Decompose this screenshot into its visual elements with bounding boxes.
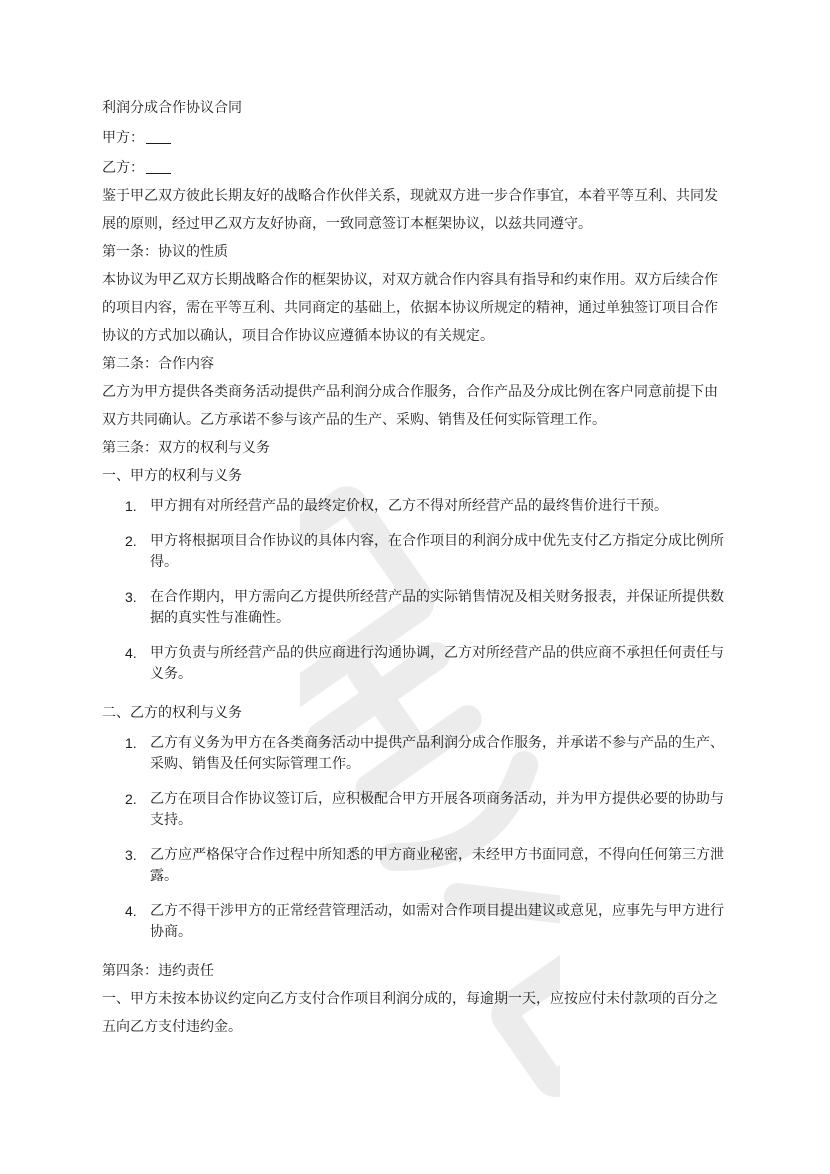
list-item-text: 乙方不得干涉甲方的正常经营管理活动，如需对合作项目提出建议或意见，应事先与甲方进行协商。 [150, 903, 724, 940]
party-b-blank [146, 159, 171, 174]
list-item-number: 4. [125, 903, 137, 919]
article-4-heading: 第四条：违约责任 [102, 963, 214, 979]
document-title: 利润分成合作协议合同 [102, 100, 242, 116]
document-body [102, 94, 730, 1041]
list-item-text: 乙方有义务为甲方在各类商务活动中提供产品利润分成合作服务，并承诺不参与产品的生产、采购、销售及任何实际管理工作。 [150, 735, 724, 772]
list-item-text: 在合作期内，甲方需向乙方提供所经营产品的实际销售情况及相关财务报表，并保证所提供数据的真实性与准确性。 [150, 589, 724, 626]
list-item-text: 甲方将根据项目合作协议的具体内容，在合作项目的利润分成中优先支付乙方指定分成比例所得。 [150, 533, 724, 570]
list-item-number: 1. [125, 498, 137, 514]
party-a-blank [146, 129, 171, 144]
list-item [102, 587, 730, 629]
party-a-label: 甲方： [102, 130, 144, 146]
section-a-heading: 一、甲方的权利与义务 [102, 468, 242, 484]
list-item [102, 643, 730, 685]
list-item [102, 901, 730, 943]
party-b-label: 乙方： [102, 160, 144, 176]
party-b-line [102, 154, 730, 182]
list-item-number: 2. [125, 533, 137, 549]
article-2-heading: 第二条：合作内容 [102, 356, 214, 372]
list-item-number: 2. [125, 791, 137, 807]
list-item [102, 789, 730, 831]
intro-paragraph: 鉴于甲乙双方彼此长期友好的战略合作伙伴关系，现就双方进一步合作事宜，本着平等互利、共同发展的原则，经过甲乙双方友好协商，一致同意签订本框架协议，以兹共同遵守。 [102, 188, 718, 232]
list-item-text: 甲方负责与所经营产品的供应商进行沟通协调，乙方对所经营产品的供应商不承担任何责任与义务。 [150, 645, 724, 682]
list-item [102, 531, 730, 573]
article-3-heading: 第三条：双方的权利与义务 [102, 440, 270, 456]
list-item [102, 733, 730, 775]
list-item [102, 845, 730, 887]
list-item-number: 3. [125, 589, 137, 605]
list-item-number: 3. [125, 847, 137, 863]
list-item-text: 乙方在项目合作协议签订后，应积极配合甲方开展各项商务活动，并为甲方提供必要的协助与支持。 [150, 791, 724, 828]
list-item [102, 496, 730, 517]
list-item-text: 乙方应严格保守合作过程中所知悉的甲方商业秘密，未经甲方书面同意，不得向任何第三方泄露。 [150, 847, 724, 884]
list-item-number: 4. [125, 645, 137, 661]
section-b-heading: 二、乙方的权利与义务 [102, 705, 242, 721]
party-a-line [102, 124, 730, 152]
section-b-list [102, 733, 730, 943]
article-1-body: 本协议为甲乙双方长期战略合作的框架协议，对双方就合作内容具有指导和约束作用。双方后续合作的项目内容，需在平等互利、共同商定的基础上，依据本协议所规定的精神，通过单独签订项目合作协议的方式加以确认，项目合作协议应遵循本协议的有关规定。 [102, 272, 718, 344]
article-4-body: 一、甲方未按本协议约定向乙方支付合作项目利润分成的，每逾期一天，应按应付未付款项的百分之五向乙方支付违约金。 [102, 991, 718, 1035]
section-a-list [102, 496, 730, 685]
article-1-heading: 第一条：协议的性质 [102, 244, 228, 260]
article-2-body: 乙方为甲方提供各类商务活动提供产品利润分成合作服务，合作产品及分成比例在客户同意前提下由双方共同确认。乙方承诺不参与该产品的生产、采购、销售及任何实际管理工作。 [102, 384, 718, 428]
list-item-text: 甲方拥有对所经营产品的最终定价权，乙方不得对所经营产品的最终售价进行干预。 [150, 498, 668, 514]
list-item-number: 1. [125, 735, 137, 751]
